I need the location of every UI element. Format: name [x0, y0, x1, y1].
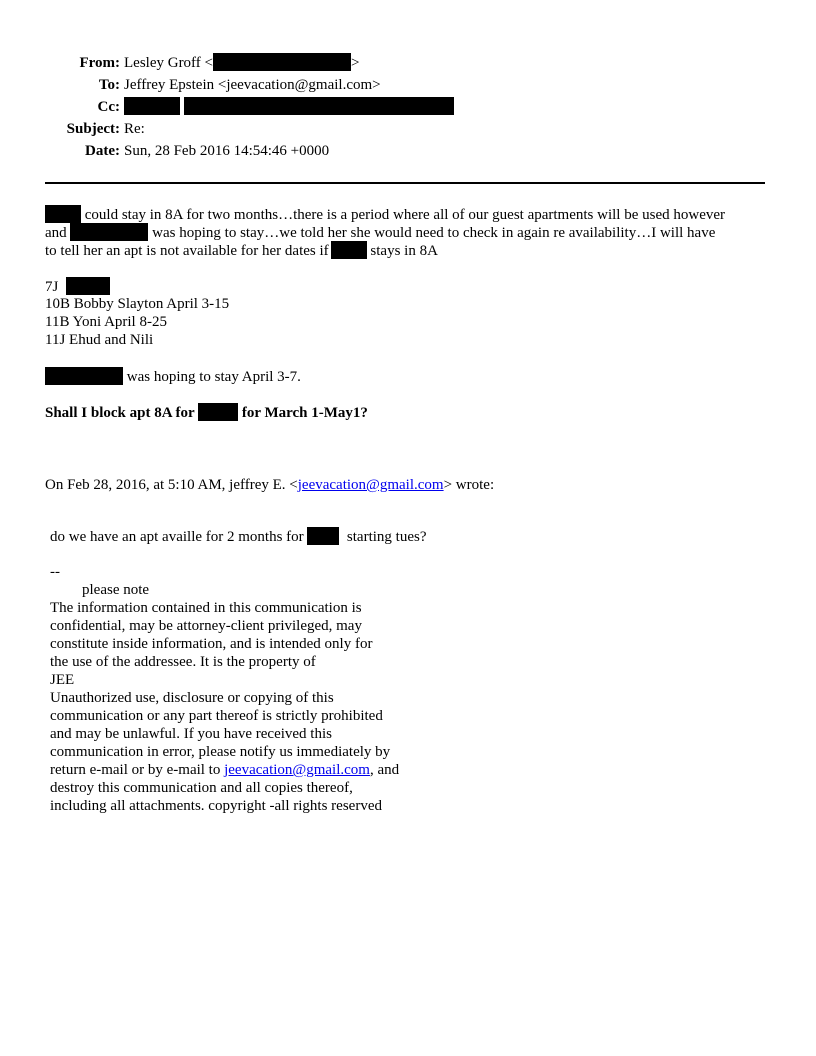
- apt-list-item: 11B Yoni April 8-25: [45, 314, 167, 330]
- signature-note: please note: [82, 582, 150, 598]
- body-text: to tell her an apt is not available for her dates if: [45, 243, 329, 259]
- body-text: was hoping to stay…we told her she would need to check in again re availability…I will have: [152, 225, 716, 241]
- apt-list-item: 11J Ehud and Nili: [45, 332, 154, 348]
- redaction-block: [45, 205, 81, 223]
- date-value: Sun, 28 Feb 2016 14:54:46 +0000: [124, 143, 330, 159]
- signature-line: communication or any part thereof is strictly prohibited: [50, 708, 383, 724]
- signature-line: and may be unlawful. If you have received this: [50, 726, 332, 742]
- to-value: Jeffrey Epstein <jeevacation@gmail.com>: [124, 77, 381, 93]
- signature-line: JEE: [50, 672, 75, 688]
- signature-line: return e-mail or by e-mail to jeevacation@gmail.com, and: [50, 762, 400, 778]
- redaction-block: [331, 241, 367, 259]
- signature-line: Unauthorized use, disclosure or copying of this: [50, 690, 334, 706]
- body-text: and: [45, 225, 67, 241]
- body-text: could stay in 8A for two months…there is a period where all of our guest apartments will be used however: [84, 207, 726, 223]
- signature-line: constitute inside information, and is intended only for: [50, 636, 373, 652]
- signature-line: including all attachments. copyright -all rights reserved: [50, 798, 382, 814]
- redaction-block: [70, 223, 148, 241]
- date-label: Date:: [85, 143, 120, 159]
- signature-line: the use of the addressee. It is the property of: [50, 654, 316, 670]
- body-text: stays in 8A: [370, 243, 438, 259]
- body-line: [45, 223, 715, 242]
- redaction-block: [45, 367, 123, 385]
- quoted-question: do we have an apt availle for 2 months for starting tues?: [50, 529, 427, 545]
- redaction-block: [307, 527, 339, 545]
- signature-line: confidential, may be attorney-client privileged, may: [50, 618, 362, 634]
- signature-dash: --: [50, 564, 60, 580]
- redaction-block: [184, 97, 454, 115]
- subject-label: Subject:: [66, 121, 120, 137]
- body-text: was hoping to stay April 3-7.: [126, 369, 301, 385]
- to-label: To:: [98, 77, 120, 93]
- header-divider: [45, 182, 765, 184]
- from-label: From:: [79, 55, 120, 71]
- redaction-block: [66, 277, 110, 295]
- question-line: Shall I block apt 8A for for March 1-May1?: [45, 405, 368, 421]
- body-line: [45, 205, 725, 224]
- email-link[interactable]: jeevacation@gmail.com: [297, 477, 444, 493]
- apt-list-item: 10B Bobby Slayton April 3-15: [45, 296, 230, 312]
- quote-intro: On Feb 28, 2016, at 5:10 AM, jeffrey E. <jeevacation@gmail.com> wrote:: [45, 477, 495, 493]
- signature-line: communication in error, please notify us immediately by: [50, 744, 391, 760]
- redaction-block: [124, 97, 180, 115]
- email-link[interactable]: jeevacation@gmail.com: [224, 762, 370, 778]
- redaction-block: [213, 53, 351, 71]
- from-value: Lesley Groff <: [124, 55, 213, 71]
- signature-line: The information contained in this communication is: [50, 600, 362, 616]
- apt-list-item: 7J: [45, 277, 110, 296]
- redaction-block: [198, 403, 238, 421]
- body-line: [45, 367, 301, 386]
- body-line: [45, 241, 438, 260]
- from-close: >: [351, 55, 360, 71]
- cc-label: Cc:: [97, 99, 120, 115]
- subject-value: Re:: [124, 121, 145, 137]
- signature-line: destroy this communication and all copies thereof,: [50, 780, 353, 796]
